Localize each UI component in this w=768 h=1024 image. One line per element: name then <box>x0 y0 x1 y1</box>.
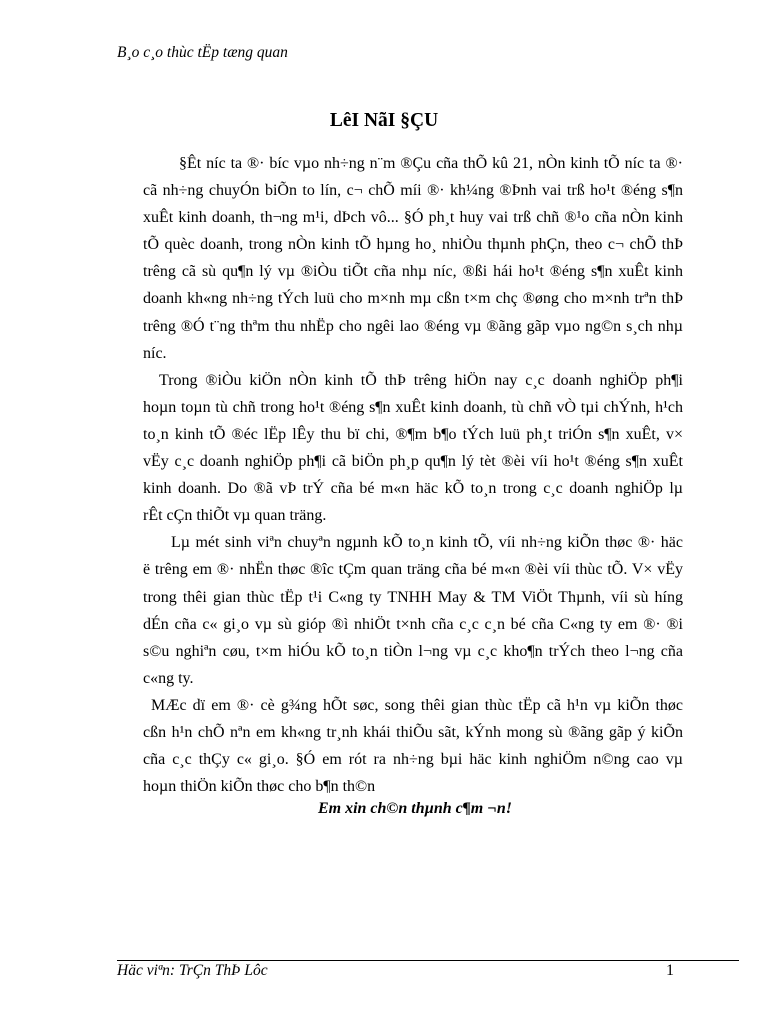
paragraph-acknowledgement <box>143 692 683 800</box>
text-line: doanh kh«ng nh÷ng tÝch luü cho m×nh mµ cßn t×m chç ®øng cho m×nh trªn thÞ <box>143 290 683 308</box>
text-line: cßn h¹n chÕ nªn em kh«ng tr¸nh khái thiÕu sãt, kÝnh mong sù ®ãng gãp ý kiÕn <box>143 723 683 741</box>
paragraph-student <box>143 529 683 692</box>
text-line: vËy c¸c doanh nghiÖp ph¶i cã biÖn ph¸p qu¶n lý tèt ®èi víi ho¹t ®éng s¶n xuÊt <box>143 453 683 471</box>
text-line: dÉn cña c« gi¸o vµ sù gióp ®ì nhiÖt t×nh cña c¸c c¸n bé cña C«ng ty em ®· ®i <box>143 615 683 633</box>
text-line: hoµn thiÖn kiÕn thøc cho b¶n th©n <box>143 778 376 796</box>
text-line: s©u nghiªn cøu, t×m hiÓu kÕ to¸n tiÒn l¬ng vµ c¸c kho¶n trÝch theo l¬ng cña <box>143 642 683 660</box>
paragraph-intro <box>143 150 683 367</box>
document-body <box>143 150 683 800</box>
text-line: ë trêng em ®· nhËn thøc ®îc tÇm quan träng cña bé m«n ®èi víi thùc tÕ. V× vËy <box>143 561 683 579</box>
text-line: Lµ mét sinh viªn chuyªn ngµnh kÕ to¸n kinh tÕ, víi nh÷ng kiÕn thøc ®· häc <box>171 534 683 552</box>
text-line: níc. <box>143 344 167 362</box>
text-line: cã nh÷ng chuyÓn biÕn to lín, c¬ chÕ míi ®· kh¼ng ®Þnh vai trß ho¹t ®éng s¶n <box>143 182 683 200</box>
footer-author: Häc viªn: TrÇn ThÞ Lôc <box>117 962 268 979</box>
page-number: 1 <box>666 962 674 979</box>
page-header: B¸o c¸o thùc tËp tæng quan <box>117 44 288 61</box>
closing-thanks: Em xin ch©n thµnh c¶m ¬n! <box>317 800 513 817</box>
text-line: kinh doanh. Do ®ã vÞ trÝ cña bé m«n häc kÕ to¸n trong c¸c doanh nghiÖp lµ <box>143 480 683 498</box>
page-title: LêI NãI §ÇU <box>329 110 439 131</box>
text-line: trêng ®Ó t¨ng thªm thu nhËp cho ngêi lao ®éng vµ ®ãng gãp vµo ng©n s¸ch nhµ <box>143 317 683 335</box>
text-line: rÊt cÇn thiÕt vµ quan träng. <box>143 507 327 525</box>
text-line: tÕ quèc doanh, trong nÒn kinh tÕ hµng ho¸ nhiÒu thµnh phÇn, theo c¬ chÕ thÞ <box>143 236 683 254</box>
text-line: xuÊt kinh doanh, th¬ng m¹i, dÞch vô... §Ó ph¸t huy vai trß chñ ®¹o cña nÒn kinh <box>143 209 683 227</box>
text-line: Trong ®iÒu kiÖn nÒn kinh tÕ thÞ trêng hiÖn nay c¸c doanh nghiÖp ph¶i <box>159 371 683 389</box>
text-line: trêng cã sù qu¶n lý vµ ®iÒu tiÕt cña nhµ níc, ®ßi hái ho¹t ®éng s¶n xuÊt kinh <box>143 263 683 281</box>
paragraph-market-economy <box>143 367 683 530</box>
text-line: trong thêi gian thùc tËp t¹i C«ng ty TNHH May & TM ViÖt Thµnh, víi sù híng <box>143 588 683 606</box>
text-line: §Êt níc ta ®· bíc vµo nh÷ng n¨m ®Çu cña thÕ kû 21, nÒn kinh tÕ níc ta ®· <box>179 155 683 172</box>
text-line: to¸n kinh tÕ ®éc lËp lÊy thu bï chi, ®¶m b¶o tÝch luü ph¸t triÓn s¶n xuÊt, v× <box>143 425 683 443</box>
text-line: cña c¸c thÇy c« gi¸o. §Ó em rót ra nh÷ng bµi häc kinh nghiÖm n©ng cao vµ <box>143 751 683 769</box>
text-line: MÆc dï em ®· cè g¾ng hÕt søc, song thêi gian thùc tËp cã h¹n vµ kiÕn thøc <box>151 696 683 714</box>
text-line: hoµn toµn tù chñ trong ho¹t ®éng s¶n xuÊt kinh doanh, tù chñ vÒ tµi chÝnh, h¹ch <box>143 398 683 416</box>
text-line: c«ng ty. <box>143 669 194 687</box>
footer-divider <box>117 960 739 961</box>
